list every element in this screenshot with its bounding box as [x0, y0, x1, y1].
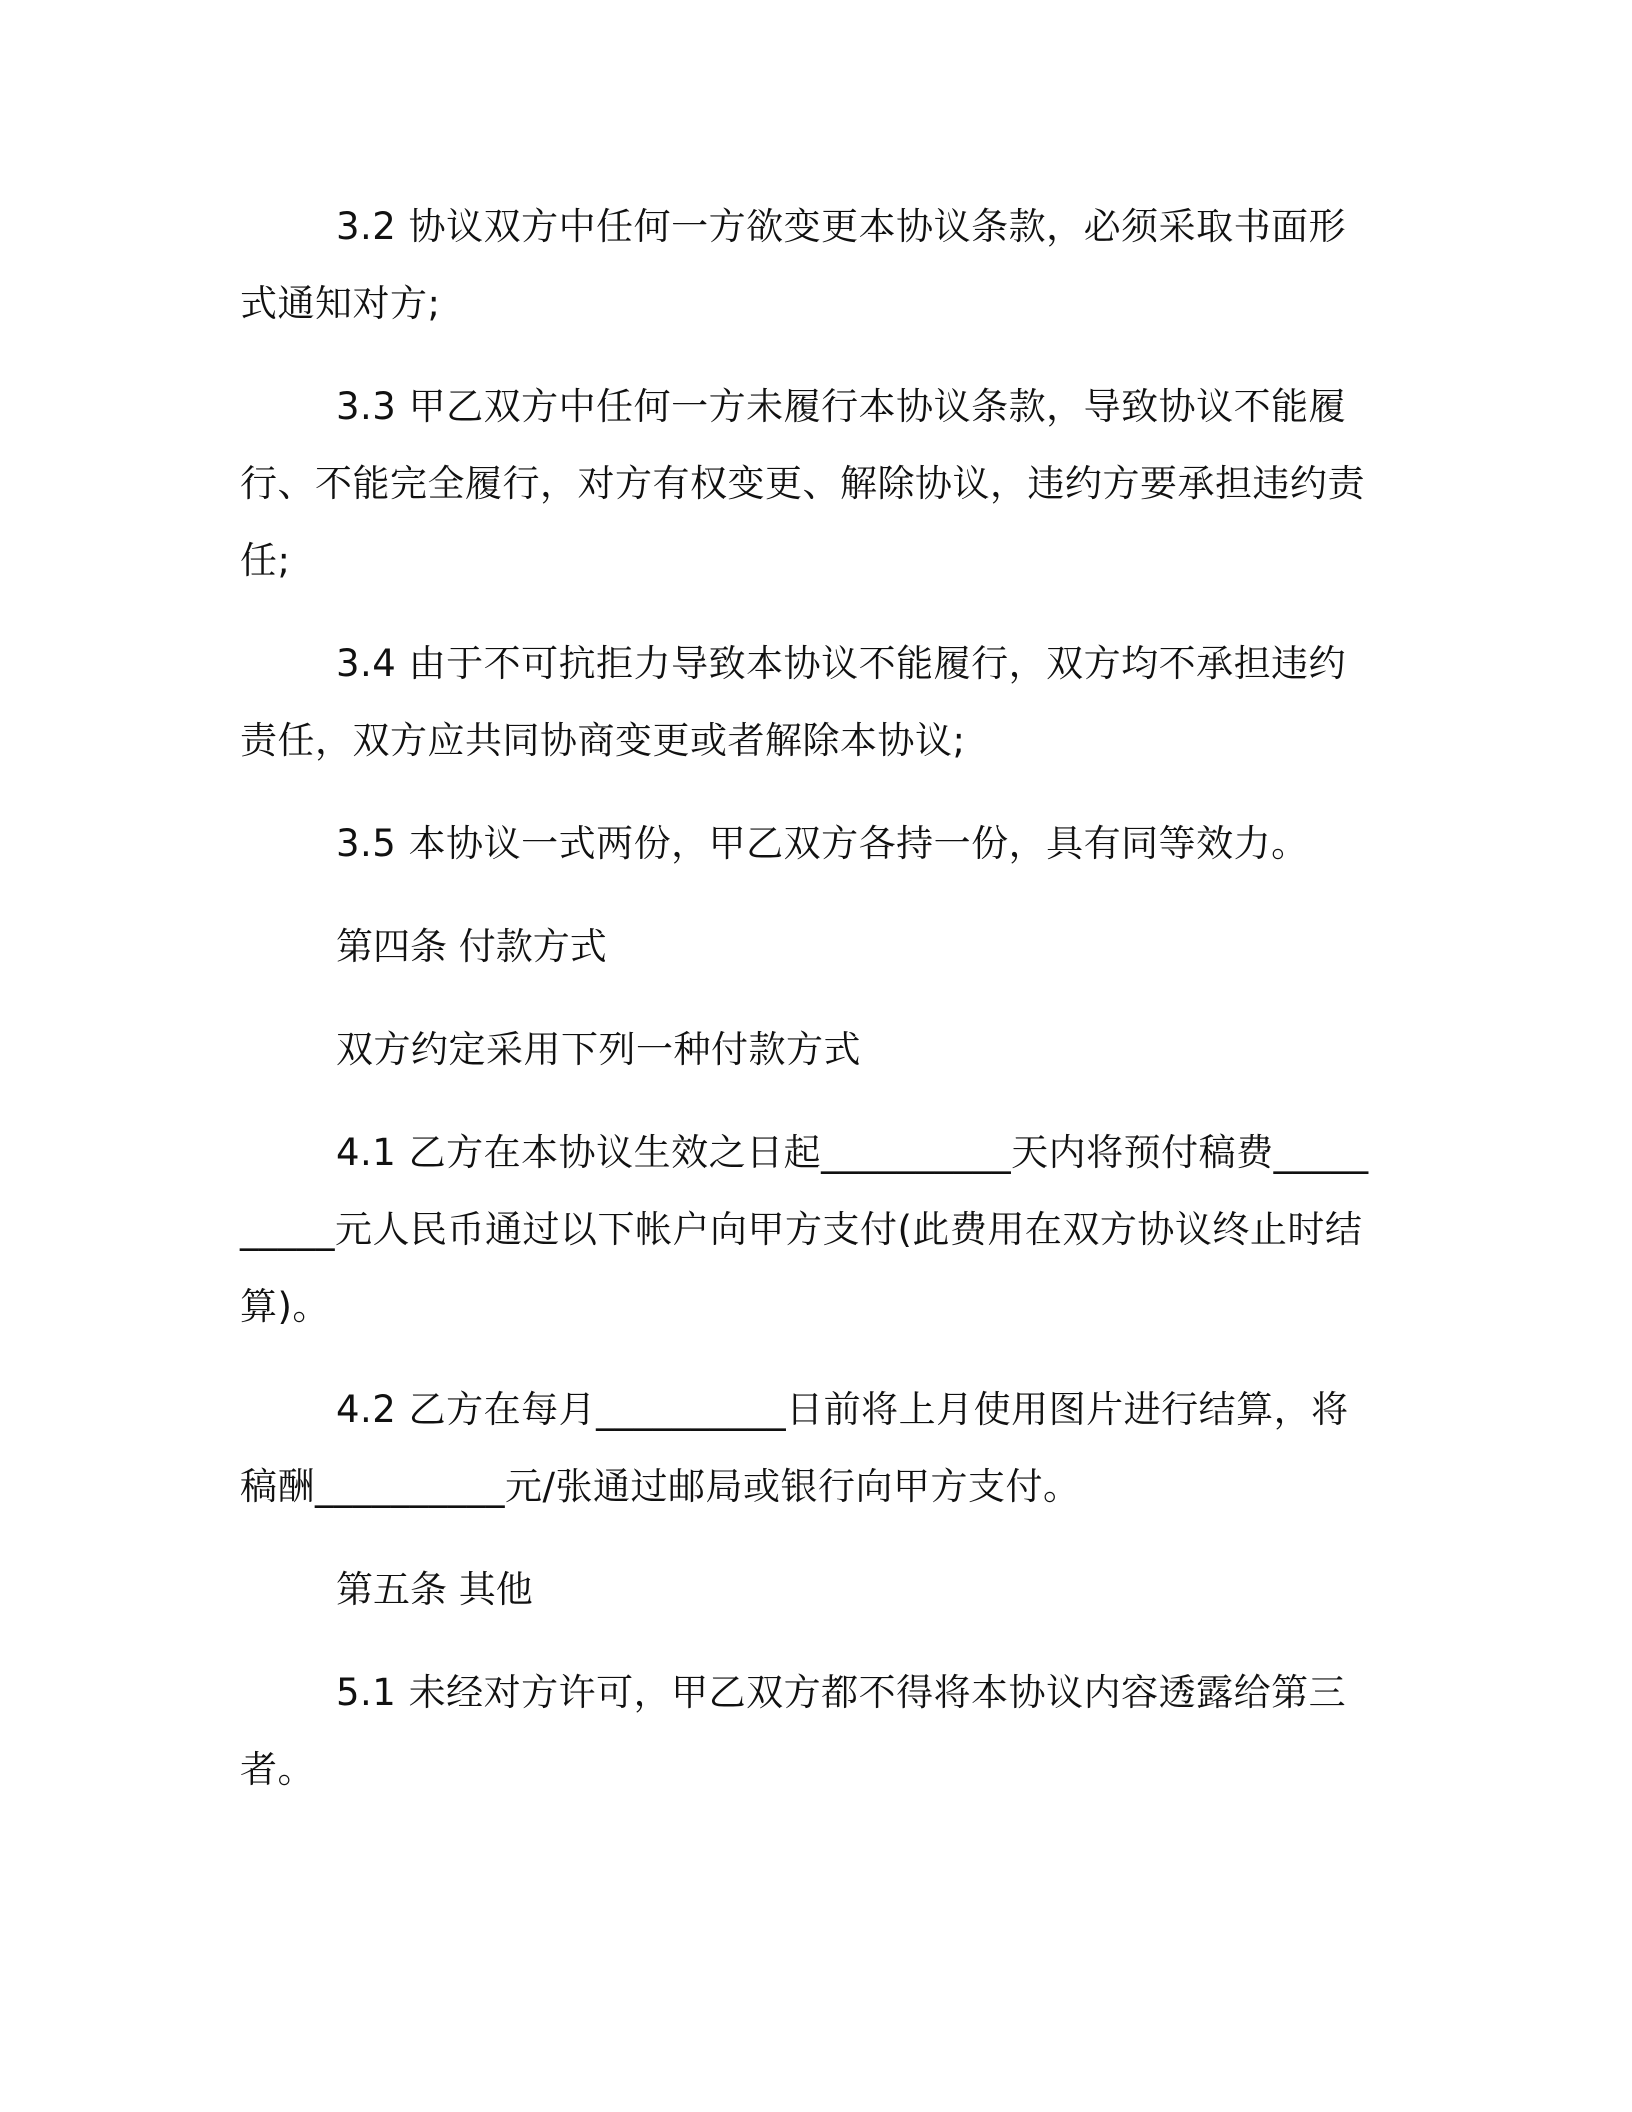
clause-3-4: 3.4 由于不可抗拒力导致本协议不能履行，双方均不承担违约责任，双方应共同协商变更或者解除本协议;: [240, 642, 1347, 762]
article-4-heading: 第四条 付款方式: [336, 925, 607, 968]
clause-4-2: 4.2 乙方在每月__________日前将上月使用图片进行结算，将稿酬__________元/张通过邮局或银行向甲方支付。: [240, 1388, 1349, 1508]
payment-intro: 双方约定采用下列一种付款方式: [336, 1028, 861, 1071]
clause-4-1: 4.1 乙方在本协议生效之日起__________天内将预付稿费__________元人民币通过以下帐户向甲方支付(此费用在双方协议终止时结算)。: [240, 1131, 1369, 1328]
clause-5-1: 5.1 未经对方许可，甲乙双方都不得将本协议内容透露给第三者。: [240, 1671, 1347, 1791]
clause-3-2: 3.2 协议双方中任何一方欲变更本协议条款，必须采取书面形式通知对方;: [240, 205, 1347, 325]
clause-3-3: 3.3 甲乙双方中任何一方未履行本协议条款，导致协议不能履行、不能完全履行，对方有权变更、解除协议，违约方要承担违约责任;: [240, 385, 1365, 582]
document-body: [240, 188, 1380, 1834]
clause-3-5: 3.5 本协议一式两份，甲乙双方各持一份，具有同等效力。: [336, 822, 1309, 865]
article-5-heading: 第五条 其他: [336, 1568, 533, 1611]
